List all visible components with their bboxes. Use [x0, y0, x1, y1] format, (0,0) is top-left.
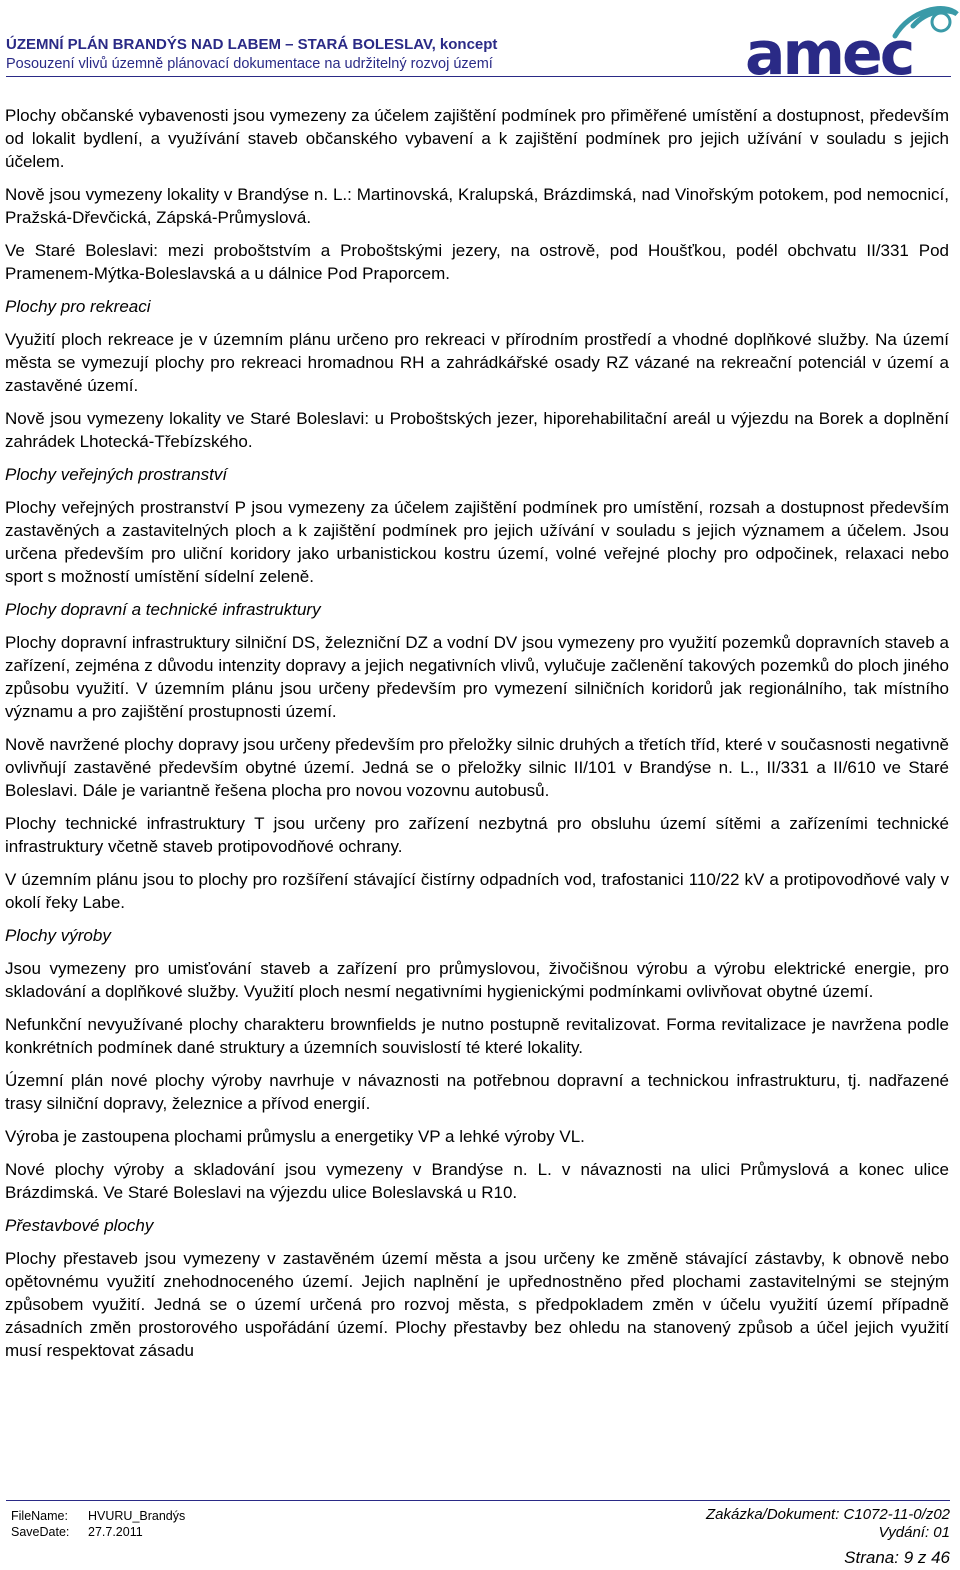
paragraph: Nově navržené plochy dopravy jsou určeny především pro přeložky silnic druhých a třetích tříd, které v současnosti negativně ovlivňují zastavěné především obytné území. Jedná se o přeložky silnic II/101 v Brandýse n. L., II/331 a II/610 ve Staré Boleslavi. Dále je variantně řešena plocha pro novou vozovnu autobusů.: [5, 735, 949, 800]
filename-label: FileName:: [11, 1509, 68, 1523]
paragraph: Ve Staré Boleslavi: mezi proboštstvím a Proboštskými jezery, na ostrově, pod Houšťkou, podél obchvatu II/331 Pod Pramenem-Mýtka-Boleslavská a u dálnice Pod Praporcem.: [5, 241, 949, 283]
issue-number: Vydání: 01: [878, 1524, 950, 1541]
paragraph: Plochy dopravní infrastruktury silniční DS, železniční DZ a vodní DV jsou vymezeny pro využití pozemků dopravních staveb a zařízení, zejména z důvodu intenzity dopravy a jejich negativních vlivů, vylučuje začlenění takových pozemků do ploch jiného způsobu využití. V územním plánu jsou určeny především pro vymezení silničních koridorů jak regionálního, tak místního významu a pro zajištění prostupnosti území.: [5, 633, 949, 721]
page-header: [6, 0, 960, 78]
footer-divider: [6, 1500, 950, 1501]
paragraph: Plochy technické infrastruktury T jsou určeny pro zařízení nezbytná pro obsluhu území sítěmi a zařízeními technické infrastruktury včetně staveb protipovodňové ochrany.: [5, 814, 949, 856]
paragraph: Územní plán nové plochy výroby navrhuje v návaznosti na potřebnou dopravní a technickou infrastrukturu, tj. nadřazené trasy silniční dopravy, železnice a přívod energií.: [5, 1071, 949, 1113]
section-heading: Plochy dopravní a technické infrastruktury: [5, 600, 321, 619]
paragraph: Nově jsou vymezeny lokality ve Staré Boleslavi: u Proboštských jezer, hiporehabilitační areál u výjezdu na Borek a doplnění zahrádek Lhotecká-Třebízského.: [5, 409, 949, 451]
section-heading: Přestavbové plochy: [5, 1216, 154, 1235]
paragraph: V územním plánu jsou to plochy pro rozšíření stávající čistírny odpadních vod, trafostanici 110/22 kV a protipovodňové valy v okolí řeky Labe.: [5, 870, 949, 912]
document-subtitle: Posouzení vlivů územně plánovací dokumentace na udržitelný rozvoj území: [6, 56, 493, 72]
savedate-value: 27.7.2011: [88, 1525, 143, 1539]
paragraph: Plochy přestaveb jsou vymezeny v zastavěném území města a jsou určeny ke změně stávající zástavby, k obnově nebo opětovnému využití znehodnoceného území. Jejich naplnění je upřednostněno před plochami zastavitelnými se stejným způsobem využití. Jedná se o území určená pro rozvoj města, s předpokladem změn v účelu využití území případně zásadních změn prostorového uspořádání území. Plochy přestavby bez ohledu na stanovený způsob a účel jejich využití musí respektovat zásadu: [5, 1249, 949, 1360]
page-number: Strana: 9 z 46: [844, 1548, 950, 1567]
savedate-label: SaveDate:: [11, 1525, 70, 1539]
paragraph: Plochy veřejných prostranství P jsou vymezeny za účelem zajištění podmínek pro umístění, rozsah a dostupnost především zastavěných a zastavitelných ploch a k zajištění podmínek pro jejich užívání v souladu s jejich významem a účelem. Jsou určena především pro uliční koridory jako urbanistickou kostru území, volné veřejné plochy pro odpočinek, relaxaci nebo sport s možností umístění sídelní zeleně.: [5, 498, 949, 586]
section-heading: Plochy veřejných prostranství: [5, 465, 228, 484]
paragraph: Nové plochy výroby a skladování jsou vymezeny v Brandýse n. L. v návaznosti na ulici Průmyslová a konec ulice Brázdimská. Ve Staré Boleslavi na výjezdu ulice Boleslavská u R10.: [5, 1160, 949, 1202]
amec-logo: [745, 2, 960, 78]
paragraph: Nefunkční nevyužívané plochy charakteru brownfields je nutno postupně revitalizovat. Forma revitalizace je navržena podle konkrétních podmínek dané struktury a územních souvislostí té které lokality.: [5, 1015, 949, 1057]
paragraph: Využití ploch rekreace je v územním plánu určeno pro rekreaci v přírodním prostředí a vhodné doplňkové služby. Na území města se vymezují plochy pro rekreaci hromadnou RH a zahrádkářské osady RZ vázané na rekreační potenciál v území a zastavěné území.: [5, 330, 949, 395]
filename-value: HVURU_Brandýs: [88, 1509, 186, 1523]
contract-number: Zakázka/Dokument: C1072-11-0/z02: [705, 1506, 950, 1523]
svg-text:amec: amec: [745, 19, 913, 78]
document-body: [5, 104, 949, 1372]
paragraph: Plochy občanské vybavenosti jsou vymezeny za účelem zajištění podmínek pro přiměřené umístění a dostupnost, především od lokalit bydlení, a využívání staveb občanského vybavení a k zajištění podmínek pro jejich užívání v souladu s jejich účelem.: [5, 106, 949, 171]
page-footer: [0, 1500, 960, 1570]
paragraph: Nově jsou vymezeny lokality v Brandýse n. L.: Martinovská, Kralupská, Brázdimská, nad Vinořským potokem, pod nemocnicí, Pražská-Dřevčická, Zápská-Průmyslová.: [5, 185, 949, 227]
section-heading: Plochy pro rekreaci: [5, 297, 151, 316]
section-heading: Plochy výroby: [5, 926, 111, 945]
paragraph: Výroba je zastoupena plochami průmyslu a energetiky VP a lehké výroby VL.: [5, 1127, 585, 1146]
paragraph: Jsou vymezeny pro umisťování staveb a zařízení pro průmyslovou, živočišnou výrobu a výrobu elektrické energie, pro skladování a doplňkové služby. Využití ploch nesmí negativními hygienickými podmínkami ovlivňovat obytné území.: [5, 959, 949, 1001]
document-title: ÚZEMNÍ PLÁN BRANDÝS NAD LABEM – STARÁ BOLESLAV, koncept: [6, 36, 498, 53]
